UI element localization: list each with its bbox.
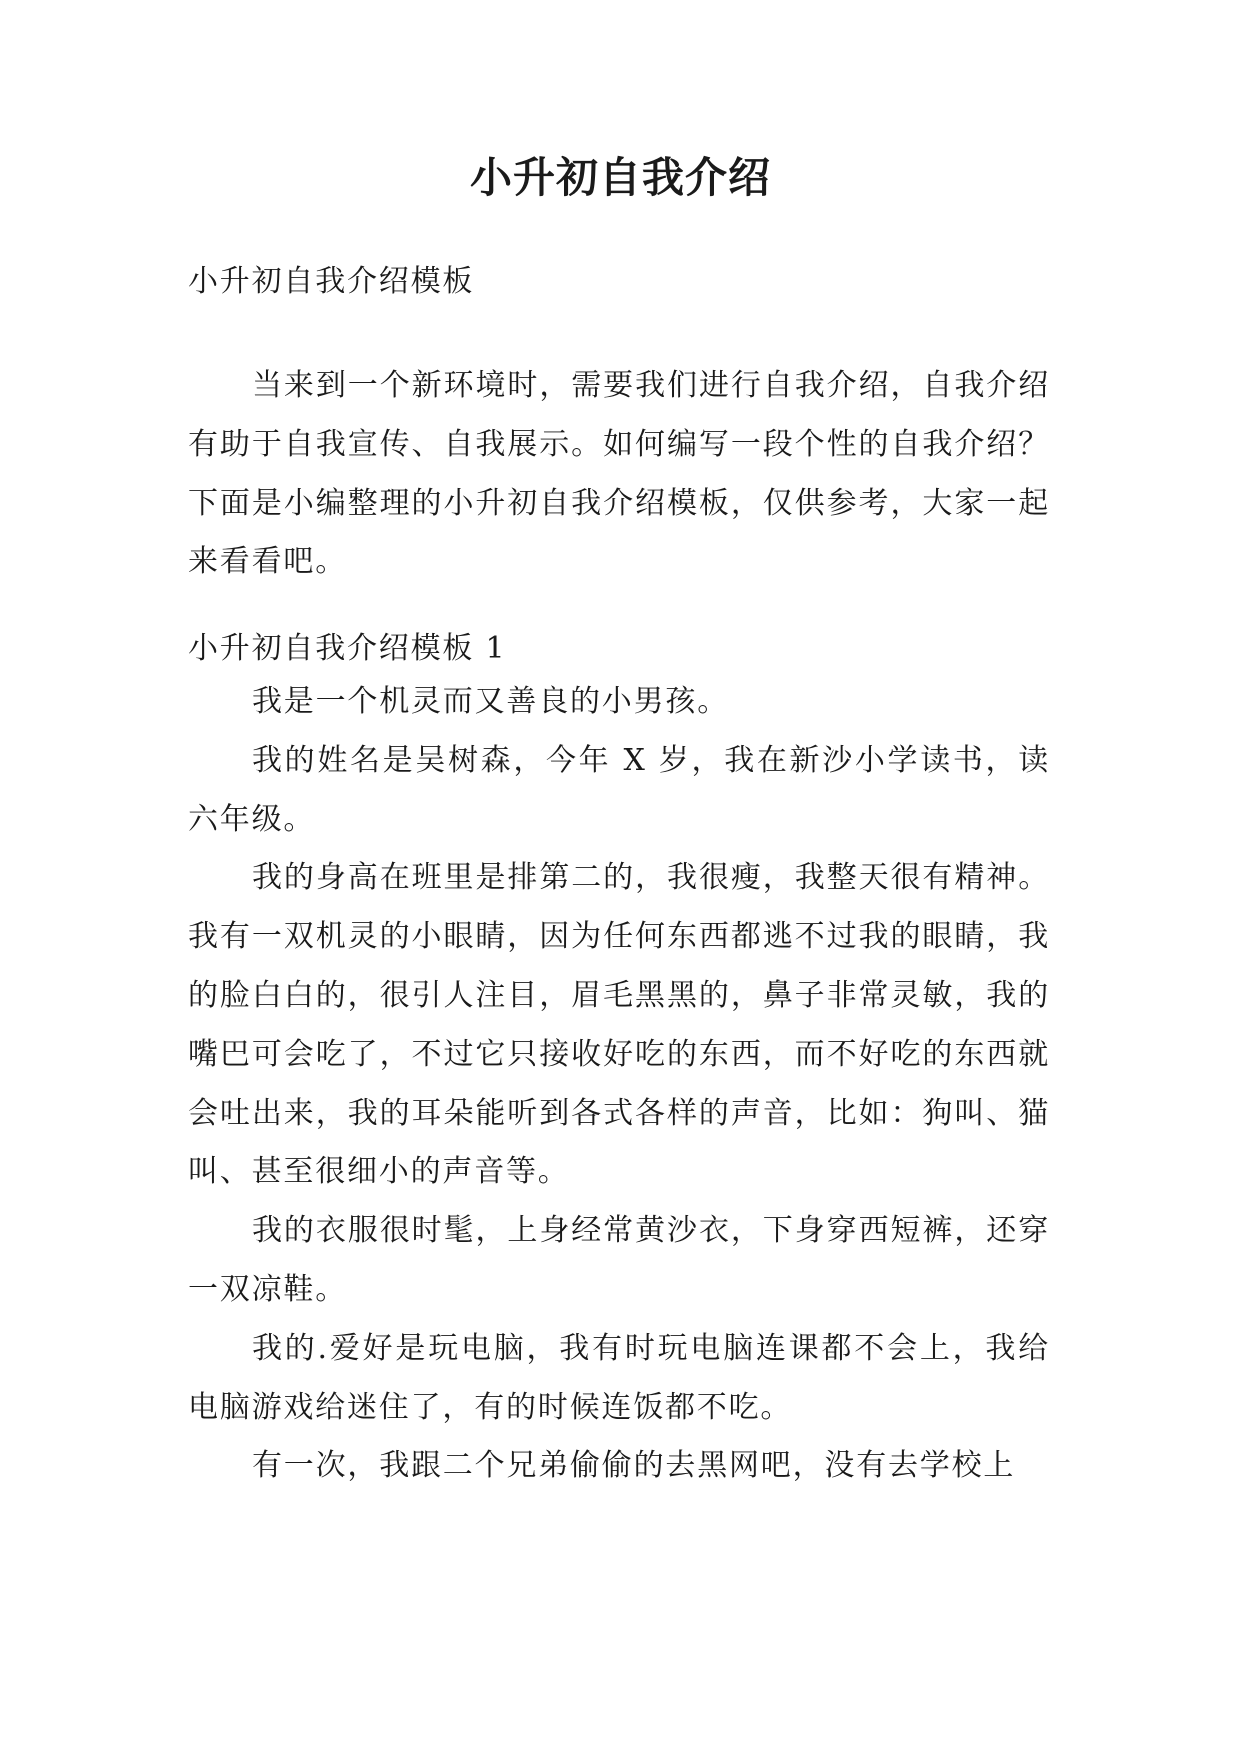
section-heading: 小升初自我介绍模板 bbox=[188, 264, 475, 299]
intro-paragraph: 当来到一个新环境时，需要我们进行自我介绍，自我介绍有助于自我宣传、自我展示。如何编写一段个性的自我介绍？下面是小编整理的小升初自我介绍模板，仅供参考，大家一起来看看吧。 bbox=[188, 368, 1050, 580]
body-paragraph: 我是一个机灵而又善良的小男孩。 bbox=[252, 684, 729, 719]
document-title: 小升初自我介绍 bbox=[469, 153, 771, 202]
template-heading: 小升初自我介绍模板 1 bbox=[188, 631, 507, 666]
body-paragraph: 我的身高在班里是排第二的，我很瘦，我整天很有精神。我有一双机灵的小眼睛，因为任何东西都逃不过我的眼睛，我的脸白白的，很引人注目，眉毛黑黑的，鼻子非常灵敏，我的嘴巴可会吃了，不过它只接收好吃的东西，而不好吃的东西就会吐出来，我的耳朵能听到各式各样的声音，比如：狗叫、猫叫、甚至很细小的声音等。 bbox=[188, 860, 1050, 1190]
template-body bbox=[188, 673, 1050, 1496]
body-paragraph: 我的衣服很时髦，上身经常黄沙衣，下身穿西短裤，还穿一双凉鞋。 bbox=[188, 1213, 1050, 1307]
body-paragraph: 我的.爱好是玩电脑，我有时玩电脑连课都不会上，我给电脑游戏给迷住了，有的时候连饭都不吃。 bbox=[188, 1330, 1050, 1425]
body-paragraph: 我的姓名是吴树森，今年 X 岁，我在新沙小学读书，读六年级。 bbox=[188, 742, 1050, 837]
body-paragraph: 有一次，我跟二个兄弟偷偷的去黑网吧，没有去学校上 bbox=[252, 1448, 1016, 1484]
